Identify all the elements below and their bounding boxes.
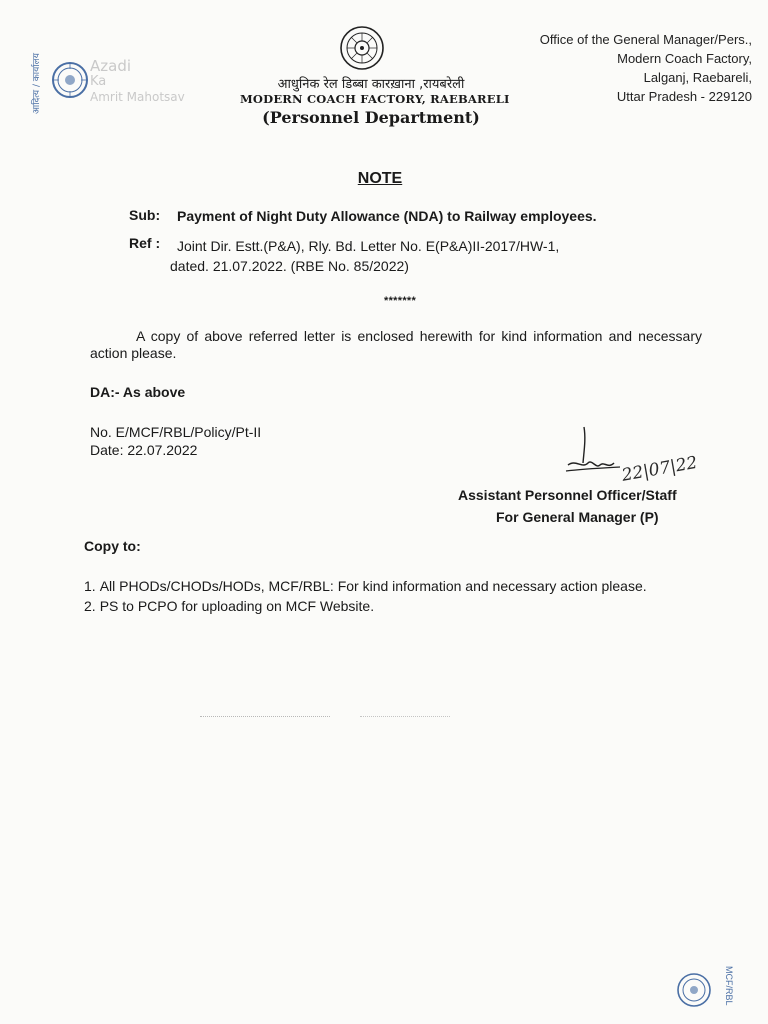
faint-mark <box>200 716 330 718</box>
azadi-faint-text <box>90 58 230 108</box>
address-line: Office of the General Manager/Pers., <box>539 32 752 47</box>
subject-label: Sub: <box>129 207 161 223</box>
letter-date: Date: 22.07.2022 <box>90 442 198 458</box>
side-stamp-text: आदित्य / कार्यालय <box>32 52 42 114</box>
copy-to-item <box>84 598 724 614</box>
separator-stars: ******* <box>384 295 417 307</box>
letter-number: No. E/MCF/RBL/Policy/Pt-II <box>90 424 262 440</box>
copy-to-item-number: 1. <box>84 578 96 594</box>
body-paragraph: A copy of above referred letter is enclosed herewith for kind information and necessary action please. <box>90 328 702 361</box>
address-line: Modern Coach Factory, <box>617 51 752 66</box>
signature-date: 22|07|22 <box>620 452 699 486</box>
reference-label: Ref : <box>129 235 161 251</box>
address-line: Uttar Pradesh - 229120 <box>616 89 752 104</box>
subject-text: Payment of Night Duty Allowance (NDA) to Railway employees. <box>177 208 597 224</box>
emblem-icon <box>338 24 386 72</box>
english-factory-name: MODERN COACH FACTORY, RAEBARELI <box>240 92 510 106</box>
copy-to-item-text: PS to PCPO for uploading on MCF Website. <box>99 598 375 614</box>
signatory-title: Assistant Personnel Officer/Staff <box>458 487 677 503</box>
hindi-factory-name: आधुनिक रेल डिब्बा कारख़ाना ,रायबरेली <box>277 77 465 92</box>
round-stamp-icon <box>676 972 712 1008</box>
azadi-line-1: Azadi <box>90 57 132 75</box>
da-line: DA:- As above <box>90 384 186 400</box>
reference-line-1: Joint Dir. Estt.(P&A), Rly. Bd. Letter No. E(P&A)II-2017/HW-1, <box>177 238 560 254</box>
copy-to-item-number: 2. <box>84 598 96 614</box>
reference-line-2: dated. 21.07.2022. (RBE No. 85/2022) <box>170 258 409 274</box>
signatory-for-line: For General Manager (P) <box>496 509 659 525</box>
address-line: Lalganj, Raebareli, <box>643 70 752 85</box>
footer-round-stamp <box>676 972 712 1008</box>
department-name: (Personnel Department) <box>262 108 480 127</box>
azadi-logo-icon <box>50 60 90 100</box>
copy-to-label: Copy to: <box>84 538 141 554</box>
copy-to-item <box>84 578 724 594</box>
azadi-line-2: Ka <box>90 74 107 89</box>
copy-to-list <box>84 578 724 618</box>
office-address <box>500 30 752 106</box>
faint-mark <box>360 716 450 718</box>
azadi-line-3: Amrit Mahotsav <box>90 90 185 104</box>
note-heading: NOTE <box>357 170 403 187</box>
indian-railways-emblem <box>338 24 386 72</box>
azadi-ka-amrit-mahotsav-logo <box>50 60 90 100</box>
copy-to-item-text: All PHODs/CHODs/HODs, MCF/RBL: For kind information and necessary action please. <box>99 578 647 594</box>
footer-stamp-text: MCF/RBL <box>724 966 734 1006</box>
